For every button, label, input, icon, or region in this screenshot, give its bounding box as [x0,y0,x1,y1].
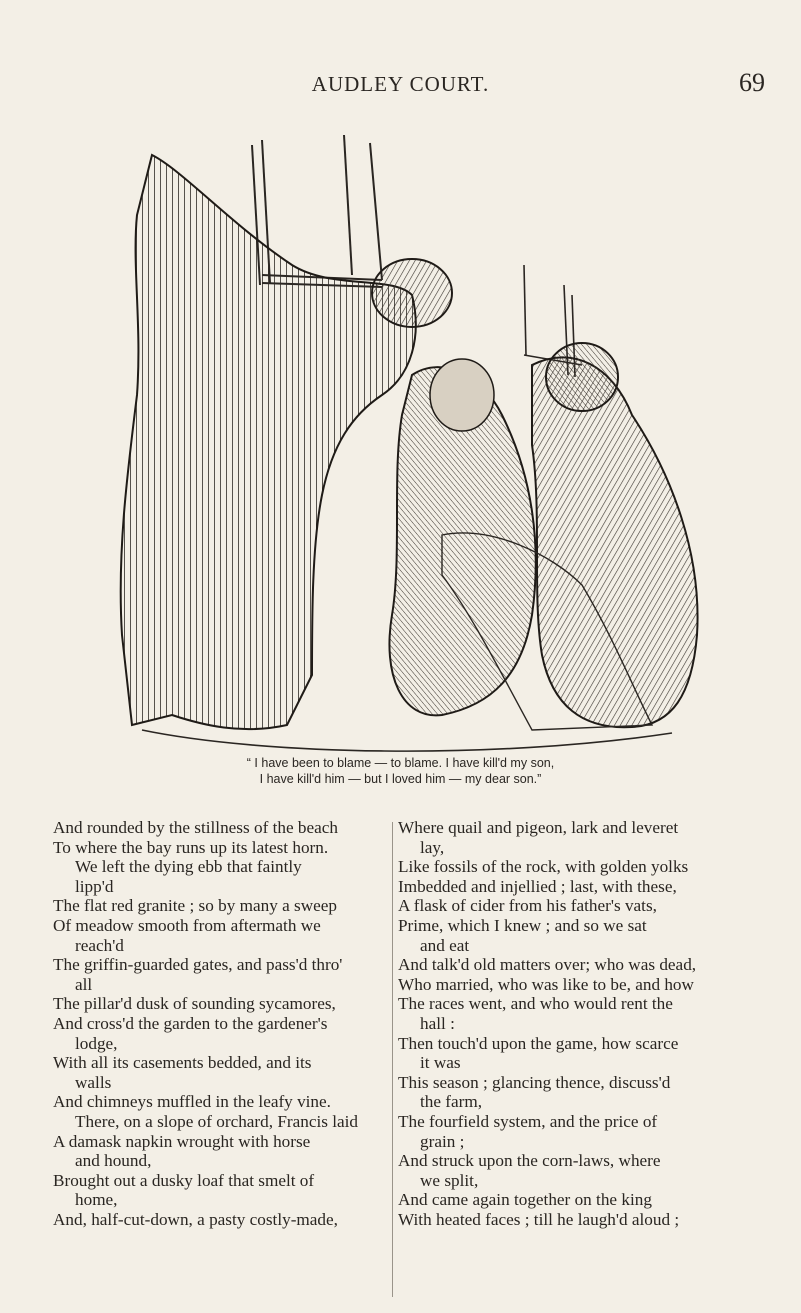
verse-line: Prime, which I knew ; and so we sat [398,915,647,935]
verse-line: Brought out a dusky loaf that smelt of [53,1170,315,1190]
right-column [398,818,774,1229]
illustration-caption [0,755,801,787]
verse-line: hall : [420,1013,455,1033]
verse-line: it was [420,1053,461,1073]
page-number: 69 [739,68,765,97]
verse-line: Where quail and pigeon, lark and leveret [398,818,679,837]
floor-line [142,730,672,751]
verse-line: we split, [420,1170,479,1190]
figure-child-head [430,359,494,431]
verse-line: lay, [420,837,445,857]
verse-line: With heated faces ; till he laugh'd aloud ; [398,1209,680,1229]
verse-line: The flat red granite ; so by many a sweep [53,896,337,916]
verse-line: And cross'd the garden to the gardener's [53,1013,328,1033]
verse-line: lodge, [75,1033,118,1053]
verse-line: And rounded by the stillness of the beach [53,818,338,837]
verse-line: There, on a slope of orchard, Francis laid [75,1111,359,1131]
verse-line: A flask of cider from his father's vats, [398,896,657,916]
caption-line: “ I have been to blame — to blame. I have kill'd my son, [246,756,555,770]
verse-line: reach'd [75,935,124,955]
figure-head [372,259,452,327]
verse-line: And struck upon the corn-laws, where [398,1151,661,1171]
verse-line: Who married, who was like to be, and how [398,974,694,994]
page-header [0,68,801,102]
verse-line: To where the bay runs up its latest horn. [53,837,329,857]
verse-line: This season ; glancing thence, discuss'd [398,1072,671,1092]
verse-line: And talk'd old matters over; who was dead, [398,955,697,975]
verse-line: The fourfield system, and the price of [398,1111,658,1131]
verse-line: We left the dying ebb that faintly [75,857,302,877]
figure-right-head [546,343,618,411]
verse-line: With all its casements bedded, and its [53,1053,312,1073]
running-title: AUDLEY COURT. [311,72,490,96]
verse-line: the farm, [420,1092,483,1112]
verse-line: walls [75,1072,112,1092]
verse-line: The pillar'd dusk of sounding sycamores, [53,994,336,1014]
verse-line: all [75,974,93,994]
verse-line: home, [75,1190,118,1210]
verse-line: and hound, [75,1151,152,1171]
verse-line: Imbedded and injellied ; last, with these, [398,876,677,896]
verse-line: The griffin-guarded gates, and pass'd thro' [53,955,343,975]
verse-line: lipp'd [75,876,114,896]
engraving-illustration [112,115,702,760]
verse-line: And chimneys muffled in the leafy vine. [53,1092,331,1112]
verse-line: Then touch'd upon the game, how scarce [398,1033,679,1053]
caption-line: I have kill'd him — but I loved him — my dear son.” [259,772,542,786]
verse-line: and eat [420,935,470,955]
figure-right [532,357,698,727]
verse-line: Of meadow smooth from aftermath we [53,915,321,935]
column-divider [392,822,393,1297]
verse-line: The races went, and who would rent the [398,994,673,1014]
verse-line: Like fossils of the rock, with golden yolks [398,857,689,877]
verse-line: And, half-cut-down, a pasty costly-made, [53,1209,338,1229]
verse-line: A damask napkin wrought with horse [53,1131,311,1151]
left-column [53,818,389,1229]
verse-line: And came again together on the king [398,1190,652,1210]
verse-line: grain ; [420,1131,465,1151]
